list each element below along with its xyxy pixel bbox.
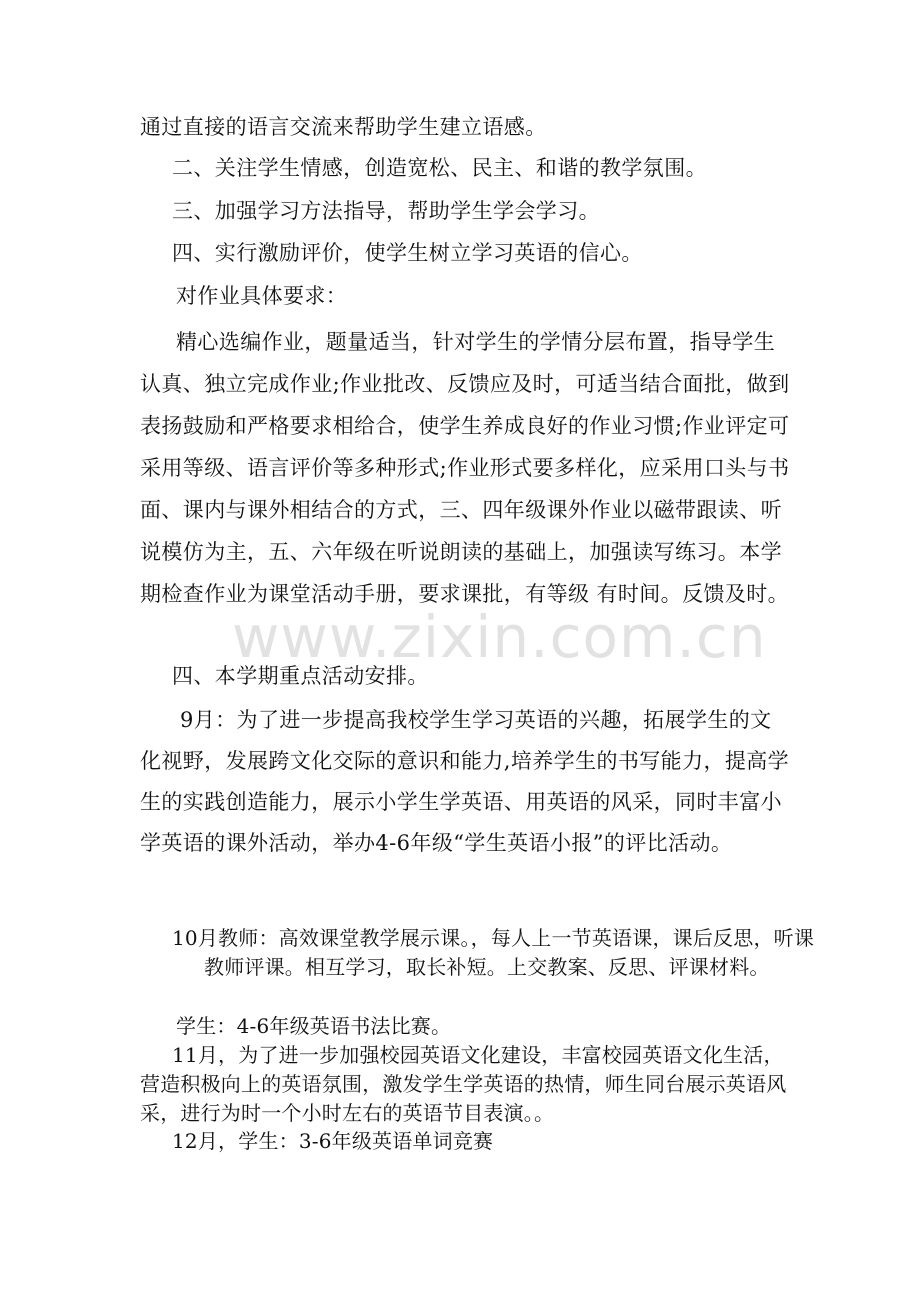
paragraph-point-four: 四、实行激励评价，使学生树立学习英语的信心。 [172,241,643,265]
watermark: www.zixin.com.cn [232,603,767,671]
paragraph-october-teachers: 10月教师：高效课堂教学展示课。，每人上一节英语课，课后反思，听课教师评课。相互学习，取长补短。上交教案、反思、评课材料。 [172,926,815,979]
paragraph-december-activity: 12月，学生：3-6年级英语单词竞赛 [172,1129,494,1153]
paragraph-homework-heading: 对作业具体要求： [176,284,348,308]
paragraph-activities-heading: 四、本学期重点活动安排。 [172,664,429,688]
paragraph-language-sense: 通过直接的语言交流来帮助学生建立语感。 [140,115,547,139]
paragraph-point-two: 二、关注学生情感，创造宽松、民主、和谐的教学氛围。 [172,156,707,180]
paragraph-point-three: 三、加强学习方法指导，帮助学生学会学习。 [172,199,600,223]
paragraph-homework-requirements: 精心选编作业，题量适当，针对学生的学情分层布置，指导学生认真、独立完成作业;作业批改、反馈应及时，可适当结合面批，做到表扬鼓励和严格要求相给合，使学生养成良好的作业习惯;作业评定可采用等级、语言评价等多种形式;作业形式要多样化，应采用口头与书面、课内与课外相结合的方式，三、四年级课外作业以磁带跟读、听说模仿为主，五、六年级在听说朗读的基础上，加强读写练习。本学期检查作业为课堂活动手册，要求课批，有等级 有时间。反馈及时。 [140,330,790,606]
paragraph-september-activity: 9月：为了进一步提高我校学生学习英语的兴趣，拓展学生的文化视野，发展跨文化交际的意识和能力,培养学生的书写能力，提高学生的实践创造能力，展示小学生学英语、用英语的风采，同时丰富小学英语的课外活动，举办4-6年级“学生英语小报”的评比活动。 [140,708,790,855]
paragraph-october-students: 学生：4-6年级英语书法比赛。 [176,1014,452,1038]
paragraph-november-activity: 11月，为了进一步加强校园英语文化建设，丰富校园英语文化生活，营造积极向上的英语氛围，激发学生学英语的热情，师生同台展示英语风采，进行为时一个小时左右的英语节目表演。。 [140,1043,787,1125]
